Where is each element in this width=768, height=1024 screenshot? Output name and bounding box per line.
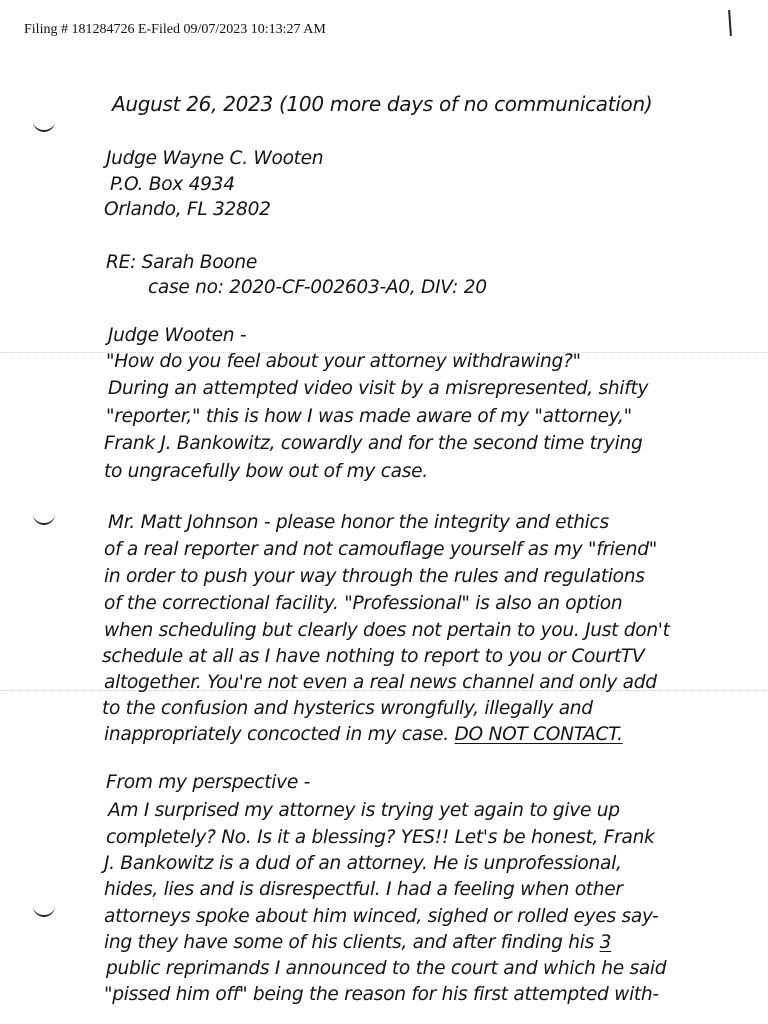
letter-line: when scheduling but clearly does not pertain to you. Just don't bbox=[104, 620, 670, 641]
binder-hole-mark bbox=[33, 120, 55, 132]
address-line: P.O. Box 4934 bbox=[110, 174, 235, 195]
letter-line: Frank J. Bankowitz, cowardly and for the second time trying bbox=[104, 433, 643, 454]
letter-line: Am I surprised my attorney is trying yet again to give up bbox=[108, 800, 620, 821]
address-line: Judge Wayne C. Wooten bbox=[106, 148, 324, 169]
re-line: RE: Sarah Boone bbox=[106, 252, 258, 273]
filing-header: Filing # 181284726 E-Filed 09/07/2023 10:13:27 AM bbox=[24, 22, 326, 37]
letter-line: "How do you feel about your attorney withdrawing?" bbox=[106, 351, 581, 372]
letter-line: ing they have some of his clients, and after finding his 3 bbox=[104, 932, 612, 953]
case-number: case no: 2020-CF-002603-A0, DIV: 20 bbox=[148, 277, 487, 298]
letter-line: "pissed him off" being the reason for his first attempted with- bbox=[104, 984, 659, 1005]
letter-line: altogether. You're not even a real news channel and only add bbox=[104, 672, 657, 693]
letter-line: J. Bankowitz is a dud of an attorney. He is unprofessional, bbox=[104, 853, 622, 874]
letter-line: completely? No. Is it a blessing? YES!! Let's be honest, Frank bbox=[106, 827, 655, 848]
letter-line: During an attempted video visit by a misrepresented, shifty bbox=[108, 378, 649, 399]
page-number-mark bbox=[728, 10, 732, 36]
salutation: Judge Wooten - bbox=[108, 325, 247, 346]
letter-line: schedule at all as I have nothing to report to you or CourtTV bbox=[102, 646, 645, 667]
section-heading: From my perspective - bbox=[106, 772, 311, 793]
letter-line: in order to push your way through the rules and regulations bbox=[104, 566, 645, 587]
letter-line: hides, lies and is disrespectful. I had a feeling when other bbox=[104, 879, 623, 900]
letter-line: public reprimands I announced to the court and which he said bbox=[106, 958, 667, 979]
letter-line: of a real reporter and not camouflage yourself as my "friend" bbox=[104, 539, 658, 560]
letter-line: to ungracefully bow out of my case. bbox=[104, 461, 428, 482]
letter-line: inappropriately concocted in my case. DO NOT CONTACT. bbox=[104, 724, 623, 745]
letter-line: Mr. Matt Johnson - please honor the integrity and ethics bbox=[108, 512, 609, 533]
letter-line: to the confusion and hysterics wrongfully, illegally and bbox=[102, 698, 593, 719]
address-line: Orlando, FL 32802 bbox=[104, 199, 271, 220]
letter-line: "reporter," this is how I was made aware of my "attorney," bbox=[106, 406, 632, 427]
binder-hole-mark bbox=[33, 513, 55, 525]
underlined-text: DO NOT CONTACT. bbox=[454, 724, 623, 745]
underlined-text: 3 bbox=[599, 932, 612, 953]
letter-line: of the correctional facility. "Professional" is also an option bbox=[104, 593, 623, 614]
binder-hole-mark bbox=[33, 905, 55, 917]
letter-line: attorneys spoke about him winced, sighed or rolled eyes say- bbox=[104, 906, 659, 927]
date-line: August 26, 2023 (100 more days of no communication) bbox=[112, 92, 653, 116]
